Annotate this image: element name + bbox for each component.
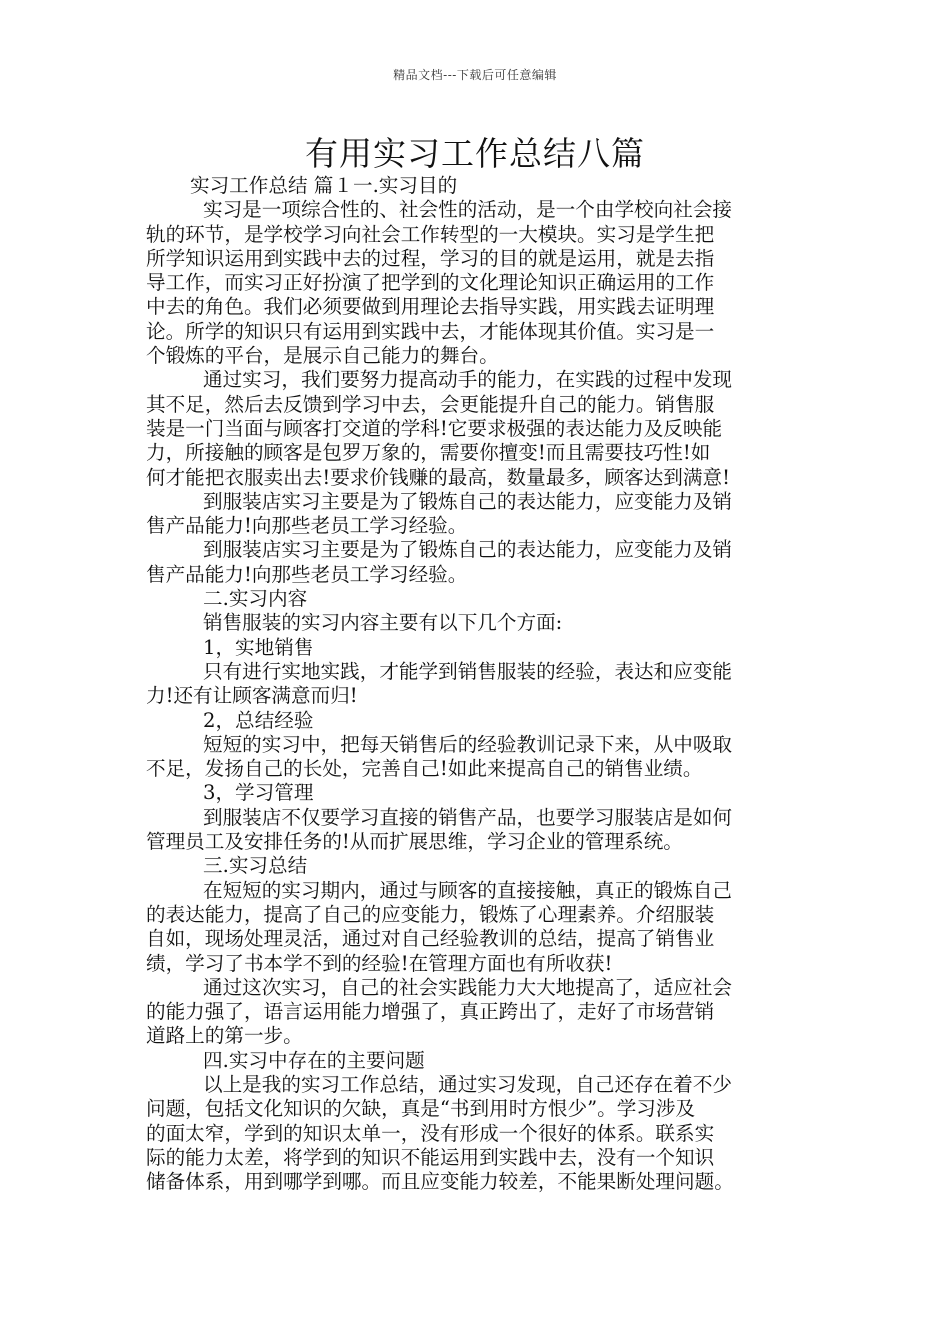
document-body (146, 174, 806, 1194)
text-line: 只有进行实地实践，才能学到销售服装的经验，表达和应变能 (203, 659, 733, 683)
text-line: 到服装店不仅要学习直接的销售产品，也要学习服装店是如何 (203, 805, 733, 829)
document-title: 有用实习工作总结八篇 (305, 134, 645, 173)
text-line: 所学知识运用到实践中去的过程，学习的目的就是运用，就是去指 (146, 246, 715, 270)
text-line: 销售服装的实习内容主要有以下几个方面: (203, 611, 563, 635)
text-line: 到服装店实习主要是为了锻炼自己的表达能力，应变能力及销 (203, 538, 733, 562)
text-line: 四.实习中存在的主要问题 (203, 1048, 425, 1072)
text-line: 售产品能力!向那些老员工学习经验。 (146, 514, 468, 538)
text-line: 个锻炼的平台，是展示自己能力的舞台。 (146, 344, 499, 368)
text-line: 二.实习内容 (203, 587, 308, 611)
text-line: 以上是我的实习工作总结，通过实习发现，自己还存在着不少 (203, 1072, 733, 1096)
text-line: 储备体系，用到哪学到哪。而且应变能力较差，不能果断处理问题。 (146, 1170, 734, 1194)
text-line: 到服装店实习主要是为了锻炼自己的表达能力，应变能力及销 (203, 489, 733, 513)
text-line: 通过这次实习，自己的社会实践能力大大地提高了，适应社会 (203, 975, 733, 999)
text-line: 道路上的第一步。 (146, 1024, 303, 1048)
text-line: 导工作，而实习正好扮演了把学到的文化理论知识正确运用的工作 (146, 271, 715, 295)
text-line: 3，学习管理 (203, 781, 314, 805)
text-line: 1，实地销售 (203, 635, 314, 659)
text-line: 2，总结经验 (203, 708, 314, 732)
text-line: 力!还有让顾客满意而归! (146, 684, 358, 708)
text-line: 短短的实习中，把每天销售后的经验教训记录下来，从中吸取 (203, 732, 733, 756)
text-line: 通过实习，我们要努力提高动手的能力，在实践的过程中发现 (203, 368, 733, 392)
text-line: 管理员工及安排任务的!从而扩展思维，学习企业的管理系统。 (146, 830, 683, 854)
text-line: 自如，现场处理灵活，通过对自己经验教训的总结，提高了销售业 (146, 927, 715, 951)
text-line: 论。所学的知识只有运用到实践中去，才能体现其价值。实习是一 (146, 319, 715, 343)
header-note: 精品文档---下载后可任意编辑 (393, 68, 557, 82)
text-line: 的能力强了，语言运用能力增强了，真正跨出了，走好了市场营销 (146, 1000, 715, 1024)
text-line: 何才能把衣服卖出去!要求价钱赚的最高，数量最多，顾客达到满意! (146, 465, 730, 489)
text-line: 三.实习总结 (203, 854, 308, 878)
text-line: 不足，发扬自己的长处，完善自己!如此来提高自己的销售业绩。 (146, 757, 703, 781)
text-line: 绩，学习了书本学不到的经验!在管理方面也有所收获! (146, 951, 613, 975)
text-line: 装是一门当面与顾客打交道的学科!它要求极强的表达能力及反映能 (146, 416, 723, 440)
text-line: 际的能力太差，将学到的知识不能运用到实践中去，没有一个知识 (146, 1145, 715, 1169)
text-line: 的面太窄，学到的知识太单一，没有形成一个很好的体系。联系实 (146, 1121, 715, 1145)
text-line: 问题，包括文化知识的欠缺，真是“书到用时方恨少”。学习涉及 (146, 1097, 696, 1121)
text-line: 其不足，然后去反馈到学习中去，会更能提升自己的能力。销售服 (146, 392, 715, 416)
text-line: 在短短的实习期内，通过与顾客的直接接触，真正的锻炼自己 (203, 878, 733, 902)
text-line: 售产品能力!向那些老员工学习经验。 (146, 562, 468, 586)
text-line: 中去的角色。我们必须要做到用理论去指导实践，用实践去证明理 (146, 295, 715, 319)
text-line: 力，所接触的顾客是包罗万象的，需要你擅变!而且需要技巧性!如 (146, 441, 711, 465)
text-line: 实习是一项综合性的、社会性的活动，是一个由学校向社会接 (203, 198, 733, 222)
text-line: 实习工作总结 篇１一.实习目的 (190, 174, 458, 197)
text-line: 轨的环节，是学校学习向社会工作转型的一大模块。实习是学生把 (146, 222, 715, 246)
text-line: 的表达能力，提高了自己的应变能力，锻炼了心理素养。介绍服装 (146, 902, 715, 926)
